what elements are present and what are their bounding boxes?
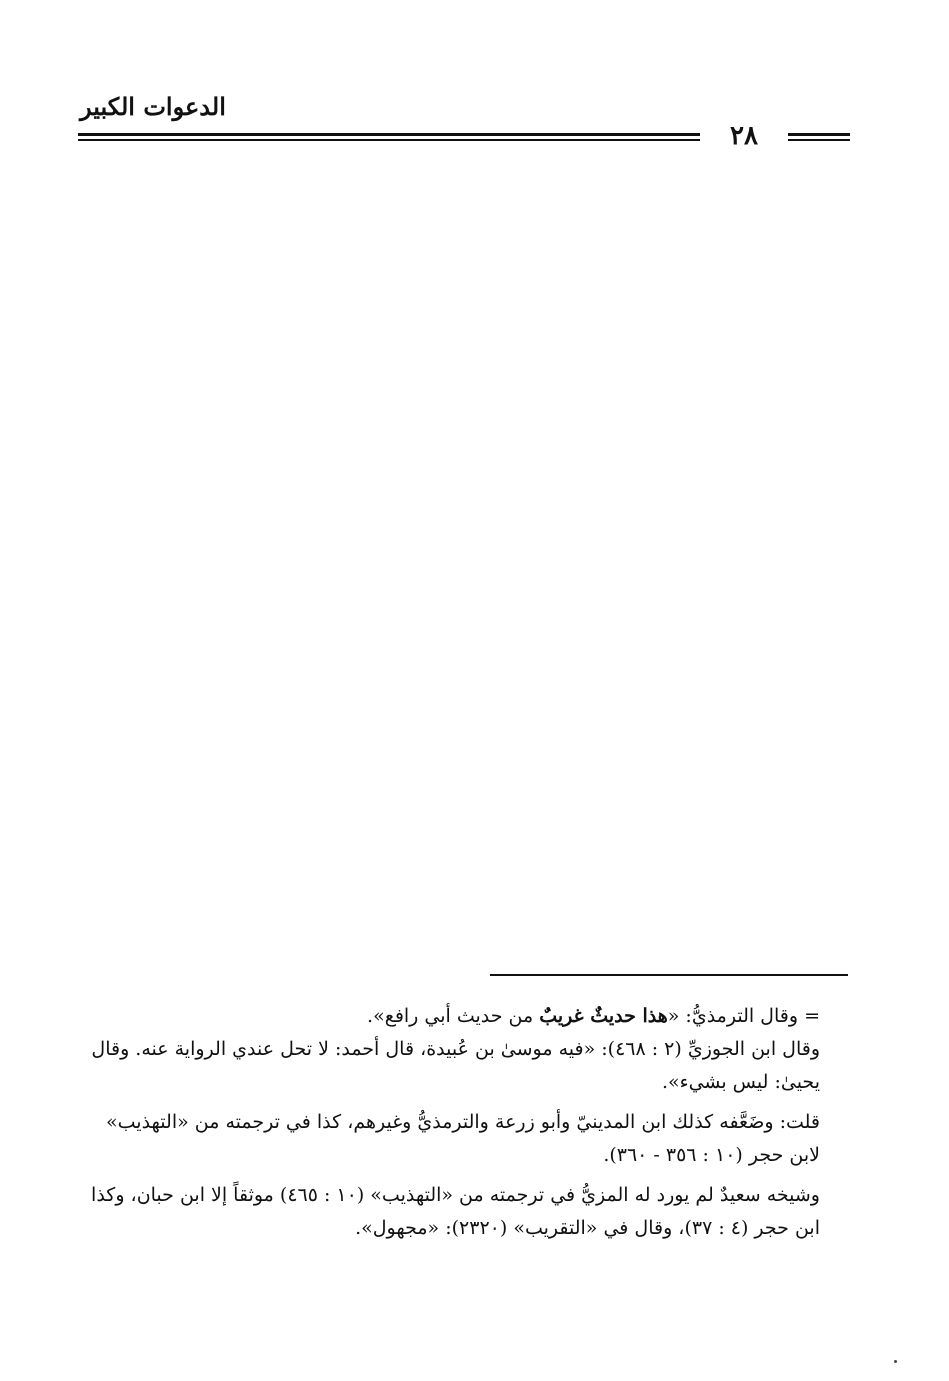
footnote-paragraph-2: وقال ابن الجوزيِّ (٢ : ٤٦٨): «فيه موسىٰ بن عُبيدة، قال أحمد: لا تحل عندي الرواية عنه. وقال يحيىٰ: ليس بشيء». — [91, 1038, 820, 1093]
page-number: ٢٨ — [730, 121, 758, 151]
footnote-text: من حديث أبي رافع». — [367, 1005, 540, 1027]
footnotes — [78, 1000, 820, 1245]
footnote-paragraph-4: وشيخه سعيدٌ لم يورد له المزيُّ في ترجمته من «التهذيب» (١٠ : ٤٦٥) موثقاً إلا ابن حبان، وكذا ابن حجر (٤ : ٣٧)، وقال في «التقريب» (٢٣٢٠): «مجهول». — [91, 1184, 820, 1239]
header-double-rule — [78, 133, 700, 142]
running-header-title: الدعوات الكبير — [80, 92, 226, 121]
footnote-paragraph-1 — [78, 1000, 820, 1033]
footnote-bold-phrase: هذا حديثٌ غريبٌ — [539, 1005, 668, 1027]
header-double-rule-short — [788, 133, 850, 142]
scan-speck — [894, 1360, 897, 1363]
footnote-separator — [490, 974, 848, 976]
footnote-paragraph-3: قلت: وضَعَّفه كذلك ابن المدينيّ وأبو زرعة والترمذيُّ وغيرهم، كذا في ترجمته من «التهذيب» لابن حجر (١٠ : ٣٥٦ - ٣٦٠). — [106, 1111, 820, 1166]
footnote-text: = وقال الترمذيُّ: « — [667, 1005, 820, 1027]
